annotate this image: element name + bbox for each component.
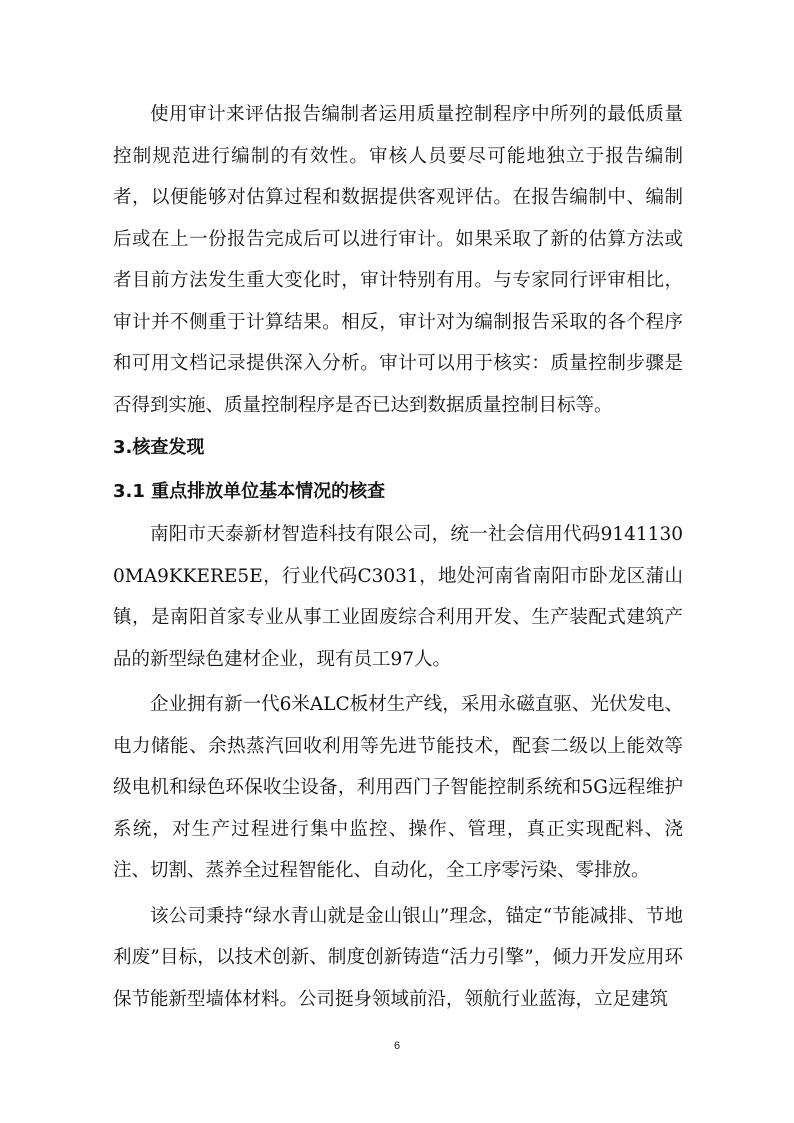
paragraph-production-line: 企业拥有新一代6米ALC板材生产线，采用永磁直驱、光伏发电、电力储能、余热蒸汽回收利用等先进节能技术，配套二级以上能效等级电机和绿色环保收尘设备，利用西门子智能控制系统和5G远程维护系统，对生产过程进行集中监控、操作、管理，真正实现配料、浇注、切割、蒸养全过程智能化、自动化，全工序零污染、零排放。 [113, 694, 683, 881]
paragraph-audit: 使用审计来评估报告编制者运用质量控制程序中所列的最低质量控制规范进行编制的有效性。审核人员要尽可能地独立于报告编制者，以便能够对估算过程和数据提供客观评估。在报告编制中、编制后或在上一份报告完成后可以进行审计。如果采取了新的估算方法或者目前方法发生重大变化时，审计特别有用。与专家同行评审相比，审计并不侧重于计算结果。相反，审计对为编制报告采取的各个程序和可用文档记录提供深入分析。审计可以用于核实：质量控制步骤是否得到实施、质量控制程序是否已达到数据质量控制目标等。 [113, 104, 683, 416]
section-heading-3-1: 3.1 重点排放单位基本情况的核查 [113, 481, 386, 502]
section-heading-3: 3.核查发现 [113, 437, 205, 458]
page-number: 6 [393, 1040, 401, 1052]
paragraph-company-basic: 南阳市天泰新材智造科技有限公司，统一社会信用代码91411300MA9KKERE5E，行业代码C3031，地处河南省南阳市卧龙区蒲山镇，是南阳首家专业从事工业固废综合利用开发、生产装配式建筑产品的新型绿色建材企业，现有员工97人。 [113, 524, 683, 670]
page-content [113, 94, 683, 1020]
paragraph-company-philosophy: 该公司秉持“绿水青山就是金山银山”理念，锚定“节能减排、节地利废”目标，以技术创新、制度创新铸造“活力引擎”，倾力开发应用环保节能新型墙体材料。公司挺身领域前沿，领航行业蓝海，立足建筑 [113, 905, 683, 1010]
